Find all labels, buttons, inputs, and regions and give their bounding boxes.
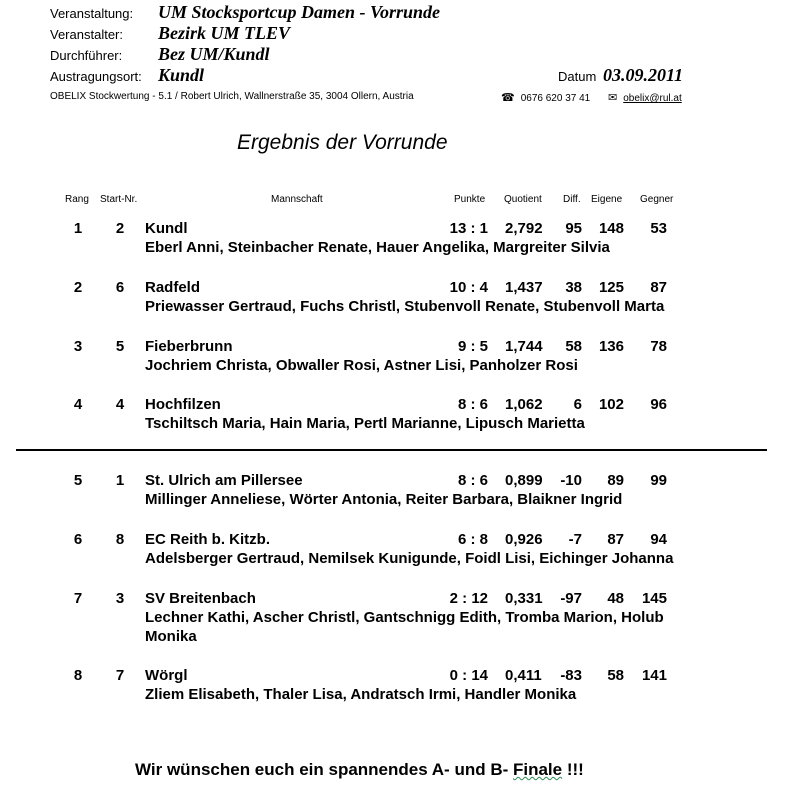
- row-quotient: 0,899: [505, 472, 543, 489]
- ort-value: Kundl: [158, 65, 205, 85]
- row-eigene: 48: [607, 590, 624, 607]
- phone-contact: [501, 91, 590, 104]
- row-players: Adelsberger Gertraud, Nemilsek Kunigunde, Foidl Lisi, Eichinger Johanna: [145, 550, 674, 567]
- row-diff: 58: [565, 338, 582, 355]
- email-contact: [608, 91, 682, 104]
- row-quotient: 1,744: [505, 338, 543, 355]
- row-eigene: 125: [598, 279, 624, 296]
- row-punkte: 6 : 8: [457, 531, 488, 548]
- row-punkte: 10 : 4: [449, 279, 488, 296]
- row-diff: -10: [560, 472, 582, 489]
- row-gegner: 94: [650, 531, 667, 548]
- row-rang: 5: [73, 472, 83, 489]
- row-gegner: 96: [650, 396, 667, 413]
- row-start: 1: [115, 472, 125, 489]
- row-gegner: 145: [641, 590, 667, 607]
- row-punkte: 0 : 14: [449, 667, 488, 684]
- row-team: Kundl: [145, 220, 188, 237]
- row-rang: 8: [73, 667, 83, 684]
- col-quotient: Quotient: [504, 194, 542, 205]
- row-players: Tschiltsch Maria, Hain Maria, Pertl Marianne, Lipusch Marietta: [145, 415, 585, 432]
- datum-value: 03.09.2011: [603, 65, 684, 85]
- row-rang: 2: [73, 279, 83, 296]
- row-quotient: 0,331: [505, 590, 543, 607]
- row-punkte: 9 : 5: [457, 338, 488, 355]
- row-gegner: 87: [650, 279, 667, 296]
- row-diff: 6: [573, 396, 582, 413]
- row-team: Hochfilzen: [145, 396, 221, 413]
- row-rang: 7: [73, 590, 83, 607]
- row-start: 3: [115, 590, 125, 607]
- email-link[interactable]: obelix@rul.at: [623, 93, 682, 104]
- col-mannschaft: Mannschaft: [271, 194, 323, 205]
- phone-icon: ☎: [501, 92, 515, 104]
- datum-label: Datum: [558, 69, 597, 84]
- row-gegner: 141: [641, 667, 667, 684]
- row-start: 5: [115, 338, 125, 355]
- row-eigene: 87: [607, 531, 624, 548]
- row-team: EC Reith b. Kitzb.: [145, 531, 270, 548]
- row-rang: 1: [73, 220, 83, 237]
- row-start: 7: [115, 667, 125, 684]
- col-diff: Diff.: [563, 194, 581, 205]
- row-punkte: 8 : 6: [457, 396, 488, 413]
- col-rang: Rang: [65, 194, 89, 205]
- row-quotient: 2,792: [505, 220, 543, 237]
- phone-number: 0676 620 37 41: [520, 93, 591, 104]
- row-team: Wörgl: [145, 667, 188, 684]
- col-eigene: Eigene: [591, 194, 623, 205]
- col-punkte: Punkte: [454, 194, 486, 205]
- veranstalter-value: Bezirk UM TLEV: [158, 23, 291, 43]
- row-team: SV Breitenbach: [145, 590, 256, 607]
- veranstaltung-value: UM Stocksportcup Damen - Vorrunde: [158, 2, 441, 22]
- software-line: OBELIX Stockwertung - 5.1 / Robert Ulrich, Wallnerstraße 35, 3004 Ollern, Austria: [50, 91, 414, 102]
- footer-text: Wir wünschen euch ein spannendes A- und B-: [135, 760, 513, 779]
- ort-label: Austragungsort:: [50, 69, 142, 84]
- row-start: 8: [115, 531, 125, 548]
- row-diff: 95: [565, 220, 582, 237]
- row-players: Zliem Elisabeth, Thaler Lisa, Andratsch Irmi, Handler Monika: [145, 686, 577, 703]
- qualification-divider: [16, 449, 767, 451]
- row-quotient: 1,062: [505, 396, 543, 413]
- row-team: St. Ulrich am Pillersee: [145, 472, 303, 489]
- row-eigene: 89: [607, 472, 624, 489]
- row-rang: 4: [73, 396, 83, 413]
- row-team: Fieberbrunn: [145, 338, 233, 355]
- row-start: 2: [115, 220, 125, 237]
- row-start: 6: [115, 279, 125, 296]
- veranstaltung-label: Veranstaltung:: [50, 6, 134, 21]
- row-gegner: 78: [650, 338, 667, 355]
- row-punkte: 13 : 1: [449, 220, 488, 237]
- row-eigene: 58: [607, 667, 624, 684]
- row-players: Jochriem Christa, Obwaller Rosi, Astner Lisi, Panholzer Rosi: [145, 357, 578, 374]
- footer-message: [135, 760, 584, 780]
- row-gegner: 99: [650, 472, 667, 489]
- row-diff: -83: [560, 667, 582, 684]
- row-players: Priewasser Gertraud, Fuchs Christl, Stubenvoll Renate, Stubenvoll Marta: [145, 298, 665, 315]
- row-rang: 3: [73, 338, 83, 355]
- row-quotient: 0,411: [505, 667, 542, 684]
- row-eigene: 102: [598, 396, 624, 413]
- row-quotient: 1,437: [505, 279, 543, 296]
- row-start: 4: [115, 396, 125, 413]
- durchfuehrer-value: Bez UM/Kundl: [158, 44, 270, 64]
- row-players: Millinger Anneliese, Wörter Antonia, Reiter Barbara, Blaikner Ingrid: [145, 491, 623, 508]
- row-team: Radfeld: [145, 279, 201, 296]
- row-quotient: 0,926: [505, 531, 543, 548]
- row-diff: -7: [568, 531, 582, 548]
- footer-finale: Finale: [512, 760, 563, 779]
- page-title: Ergebnis der Vorrunde: [237, 131, 448, 154]
- row-diff: 38: [565, 279, 582, 296]
- row-punkte: 8 : 6: [457, 472, 488, 489]
- col-start: Start-Nr.: [100, 194, 138, 205]
- envelope-icon: ✉: [608, 92, 618, 104]
- row-players: Lechner Kathi, Ascher Christl, Gantschnigg Edith, Tromba Marion, Holub Monika: [145, 609, 664, 645]
- row-players: Eberl Anni, Steinbacher Renate, Hauer Angelika, Margreiter Silvia: [145, 239, 610, 256]
- col-gegner: Gegner: [640, 194, 674, 205]
- row-punkte: 2 : 12: [449, 590, 488, 607]
- row-diff: -97: [560, 590, 582, 607]
- row-gegner: 53: [650, 220, 667, 237]
- row-eigene: 148: [598, 220, 624, 237]
- row-eigene: 136: [598, 338, 624, 355]
- footer-end: !!!: [562, 760, 584, 779]
- durchfuehrer-label: Durchführer:: [50, 48, 123, 63]
- veranstalter-label: Veranstalter:: [50, 27, 123, 42]
- row-rang: 6: [73, 531, 83, 548]
